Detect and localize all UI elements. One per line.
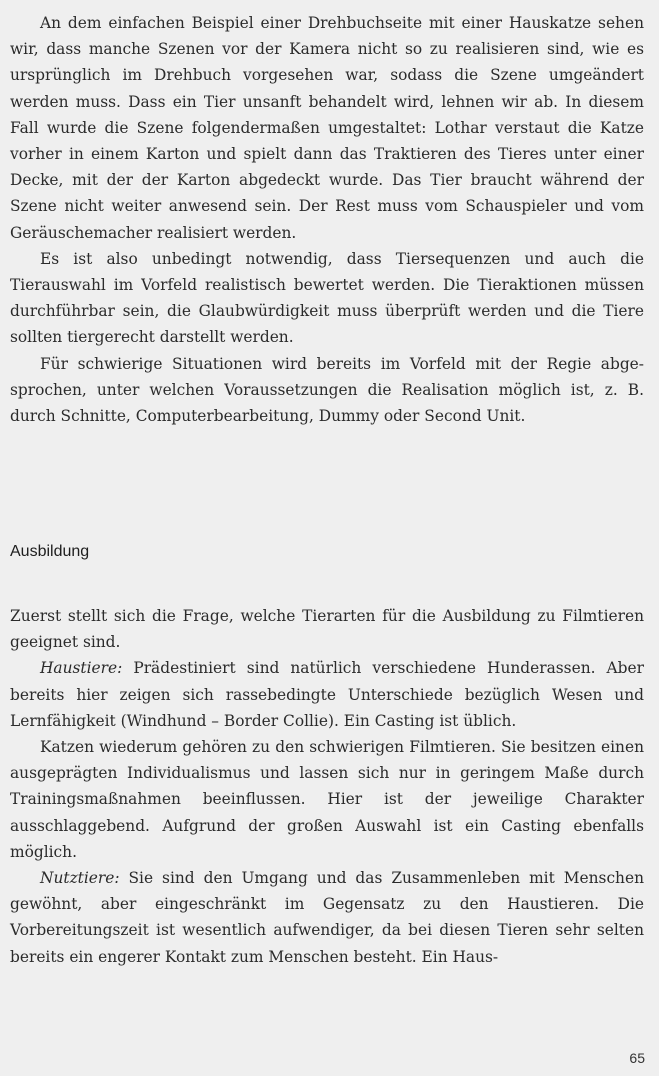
section-heading: Ausbildung <box>10 543 90 560</box>
paragraph-pets <box>10 655 644 734</box>
paragraph-difficult-situations: Für schwierige Situationen wird bereits im Vorfeld mit der Regie abgesprochen, unter welchen Voraussetzungen die Realisation möglich ist, z. B. durch Schnitte, Computerbearbeitung, Dummy oder Second Unit. <box>10 354 644 426</box>
page-number: 65 <box>629 1050 645 1066</box>
section-training <box>10 603 644 970</box>
pets-text: Prädestiniert sind natürlich verschiedene Hunderassen. Aber bereits hier zeigen sich rassebedingte Unterschiede bezüglich Wesen und Lernfähigkeit (Windhund – Border Collie). Ein Casting ist üblich. <box>10 659 644 730</box>
paragraph-realistic-assessment: Es ist also unbedingt notwendig, dass Tiersequenzen und auch die Tierauswahl im Vorfeld realistisch bewertet werden. Die Tieraktionen müssen durchführbar sein, die Glaubwürdigkeit muss überprüft werden und die Tiere sollten tiergerecht darstellt werden. <box>10 249 644 347</box>
paragraph-suitable-species: Zuerst stellt sich die Frage, welche Tierarten für die Ausbildung zu Filmtieren geeignet sind. <box>10 607 644 652</box>
paragraph-cat-example: An dem einfachen Beispiel einer Drehbuchseite mit einer Hauskatze sehen wir, dass manche Szenen vor der Kamera nicht so zu realisieren sind, wie es ursprünglich im Drehbuch vorgesehen war, sodass die Szene umgeändert werden muss. Dass ein Tier unsanft behandelt wird, lehnen wir ab. In diesem Fall wurde die Szene folgendermaßen umgestaltet: Lothar verstaut die Katze vorher in einem Karton und spielt dann das Traktieren des Tieres unter einer Decke, mit der der Karton abgedeckt wurde. Das Tier braucht während der Szene nicht weiter anwesend sein. Der Rest muss vom Schauspieler und vom Geräuschemacher realisiert werden. <box>10 14 644 242</box>
paragraph-cats: Katzen wiederum gehören zu den schwierigen Filmtieren. Sie besitzen einen ausgeprägten Individualismus und lassen sich nur in geringem Maße durch Trainingsmaßnahmen beeinflussen. Hier ist der jeweilige Charakter ausschlaggebend. Aufgrund der großen Auswahl ist ein Casting ebenfalls möglich. <box>10 738 644 861</box>
livestock-text: Sie sind den Umgang und das Zusammenleben mit Menschen gewöhnt, aber eingeschränkt im Gegensatz zu den Haustieren. Die Vorbereitungszeit ist wesentlich aufwendiger, da bei diesen Tieren sehr selten bereits ein engerer Kontakt zum Menschen besteht. Ein Haus- <box>10 869 644 966</box>
paragraph-livestock <box>10 865 644 970</box>
livestock-label: Nutztiere: <box>40 869 120 888</box>
pets-label: Haustiere: <box>40 659 123 678</box>
section-intro <box>10 10 644 429</box>
